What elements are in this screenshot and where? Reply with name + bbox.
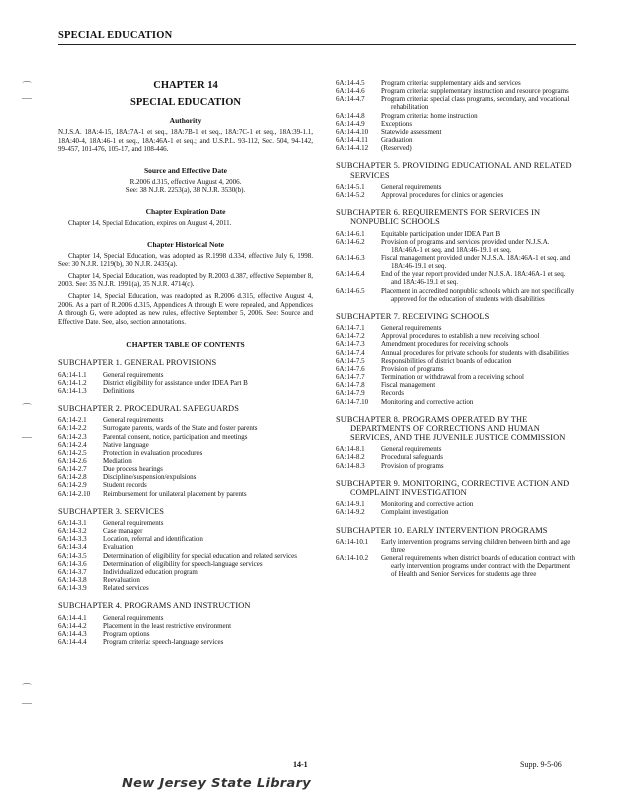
section-title: Individualized education program	[103, 567, 198, 576]
toc-entry	[58, 622, 313, 630]
library-stamp: New Jersey State Library	[122, 776, 312, 791]
section-title: Annual procedures for private schools for students with disabilities	[381, 348, 569, 357]
toc-entry	[336, 500, 576, 508]
section-title: Monitoring and corrective action	[381, 500, 474, 509]
section-number: 6A:14-3.1	[58, 518, 87, 527]
section-title: Mediation	[103, 456, 132, 465]
margin-mark: —	[22, 93, 32, 104]
table-of-contents-left	[58, 358, 313, 646]
section-title: Evaluation	[103, 543, 134, 552]
history-note: Chapter 14, Special Education, was readopted as R.2006 d.315, effective August 4, 2006. As a part of R.2006 d.315, Appendices A through E were repealed, and Appendices A through G, were adopted as new rules, effective September 5, 2006. See: Source and Effective Date. See, also, section annotations.	[58, 291, 313, 326]
section-number: 6A:14-6.4	[336, 270, 365, 279]
section-number: 6A:14-7.5	[336, 356, 365, 365]
toc-entry	[58, 457, 313, 465]
margin-mark: ⌒	[22, 82, 32, 93]
toc-entry	[58, 630, 313, 638]
toc-entry	[58, 441, 313, 449]
toc-entry	[336, 230, 576, 238]
toc-entry	[336, 128, 576, 136]
section-title: Program criteria: supplementary instruction and resource programs	[381, 87, 569, 96]
section-number: 6A:14-3.2	[58, 527, 87, 536]
section-number: 6A:14-3.5	[58, 551, 87, 560]
toc-entry	[336, 365, 576, 373]
subchapter-heading: SUBCHAPTER 4. PROGRAMS AND INSTRUCTION	[58, 601, 251, 611]
section-number: 6A:14-1.2	[58, 378, 87, 387]
section-title: General requirements	[103, 613, 164, 622]
section-number: 6A:14-5.2	[336, 190, 365, 199]
section-number: 6A:14-7.1	[336, 324, 365, 333]
section-title: General requirements	[381, 324, 442, 333]
section-title: Fiscal management provided under N.J.S.A. 18A:46A-1 et seq. and 18A:46-19.1 et seq.	[381, 254, 571, 271]
toc-entry	[336, 270, 576, 286]
section-title: Program criteria: home instruction	[381, 111, 478, 120]
toc-entry	[336, 508, 576, 516]
section-number: 6A:14-4.12	[336, 144, 369, 153]
toc-entry	[58, 424, 313, 432]
section-title: District eligibility for assistance under IDEA Part B	[103, 378, 248, 387]
toc-entry	[336, 332, 576, 340]
toc-entry	[336, 112, 576, 120]
section-title: Protection in evaluation procedures	[103, 448, 203, 457]
section-number: 6A:14-4.2	[58, 621, 87, 630]
margin-mark: —	[22, 698, 32, 709]
section-number: 6A:14-5.1	[336, 182, 365, 191]
section-number: 6A:14-8.3	[336, 461, 365, 470]
toc-entry	[336, 191, 576, 199]
section-number: 6A:14-4.3	[58, 629, 87, 638]
section-title: Provision of programs	[381, 364, 444, 373]
toc-entry	[336, 183, 576, 191]
section-title: Surrogate parents, wards of the State and foster parents	[103, 424, 258, 433]
toc-entry	[336, 462, 576, 470]
section-number: 6A:14-10.1	[336, 537, 369, 546]
section-title: General requirements	[103, 518, 164, 527]
toc-entry	[336, 87, 576, 95]
section-number: 6A:14-2.5	[58, 448, 87, 457]
toc-entry	[58, 576, 313, 584]
toc-continued-items	[336, 79, 576, 152]
toc-entry	[58, 371, 313, 379]
page-number: 14-1	[293, 760, 308, 769]
section-title: Program options	[103, 629, 150, 638]
toc-entry	[336, 349, 576, 357]
section-title: General requirements when district boards of education contract with early intervention programs under contract with the Department of Health and Senior Services for students age three	[381, 554, 575, 579]
toc-entry	[336, 144, 576, 152]
section-number: 6A:14-3.7	[58, 567, 87, 576]
section-number: 6A:14-4.11	[336, 136, 368, 145]
section-number: 6A:14-7.7	[336, 373, 365, 382]
toc-entry	[58, 552, 313, 560]
toc-entry	[336, 254, 576, 270]
section-title: Reimbursement for unilateral placement by parents	[103, 489, 247, 498]
toc-entry	[336, 120, 576, 128]
subchapter-heading: SUBCHAPTER 1. GENERAL PROVISIONS	[58, 358, 217, 368]
section-title: Related services	[103, 584, 149, 593]
chapter-number: CHAPTER 14	[153, 80, 218, 91]
toc-entry	[58, 387, 313, 395]
section-number: 6A:14-1.3	[58, 386, 87, 395]
section-number: 6A:14-3.6	[58, 559, 87, 568]
source-text: R.2006 d.315, effective August 4, 2006. See: 38 N.J.R. 2253(a), 38 N.J.R. 3530(b).	[125, 177, 246, 195]
section-title: Provision of programs	[381, 461, 444, 470]
toc-entry	[336, 357, 576, 365]
section-number: 6A:14-3.9	[58, 584, 87, 593]
section-title: Approval procedures for clinics or agencies	[381, 190, 504, 199]
subchapter-heading: SUBCHAPTER 9. MONITORING, CORRECTIVE ACTION AND COMPLAINT INVESTIGATION	[336, 478, 570, 497]
section-title: Discipline/suspension/expulsions	[103, 473, 197, 482]
section-number: 6A:14-2.3	[58, 432, 87, 441]
section-title: Placement in accredited nonpublic schools which are not specifically approved for the education of students with disabilities	[381, 286, 575, 303]
toc-entry	[58, 481, 313, 489]
section-number: 6A:14-2.7	[58, 465, 87, 474]
chapter-title: SPECIAL EDUCATION	[130, 97, 241, 108]
section-title: Records	[381, 389, 404, 398]
toc-entry	[58, 379, 313, 387]
toc-entry	[58, 416, 313, 424]
section-number: 6A:14-4.10	[336, 127, 369, 136]
section-number: 6A:14-10.2	[336, 554, 369, 563]
toc-entry	[336, 340, 576, 348]
section-title: Early intervention programs serving children between birth and age three	[381, 537, 571, 554]
toc-entry	[58, 584, 313, 592]
subchapter-heading: SUBCHAPTER 5. PROVIDING EDUCATIONAL AND RELATED SERVICES	[336, 161, 572, 180]
toc-entry	[58, 568, 313, 576]
section-number: 6A:14-4.5	[336, 79, 365, 87]
margin-mark: ⌒	[22, 404, 32, 415]
history-note: Chapter 14, Special Education, was readopted by R.2003 d.387, effective September 8, 2003. See: 35 N.J.R. 1991(a), 35 N.J.R. 4714(c).	[58, 271, 313, 289]
section-number: 6A:14-7.4	[336, 348, 365, 357]
section-title: Location, referral and identification	[103, 535, 203, 544]
section-title: Program criteria: special class programs, secondary, and vocational rehabilitation	[381, 95, 570, 112]
toc-entry	[336, 381, 576, 389]
toc-entry	[58, 473, 313, 481]
section-number: 6A:14-2.4	[58, 440, 87, 449]
section-title: Monitoring and corrective action	[381, 397, 474, 406]
toc-entry	[336, 398, 576, 406]
toc-entry	[336, 79, 576, 87]
subchapter-heading: SUBCHAPTER 8. PROGRAMS OPERATED BY THE DEPARTMENTS OF CORRECTIONS AND HUMAN SERVICES, AND THE JUVENILE JUSTICE COMMISSION	[336, 414, 566, 443]
source-heading: Source and Effective Date	[144, 165, 227, 175]
section-number: 6A:14-6.5	[336, 286, 365, 295]
section-title: Exceptions	[381, 119, 413, 128]
section-number: 6A:14-2.1	[58, 416, 87, 425]
authority-text: N.J.S.A. 18A:4-15, 18A:7A-1 et seq., 18A:7B-1 et seq., 18A:7C-1 et seq., 18A:39-1.1, 18A:40-4, 18A:46-1 et seq., 18A:46A-1 et seq.; and U.S.P.L. 93-112, Sec. 504, 94-142, 99-457, 101-476, 105-17, and 108-446.	[58, 128, 313, 154]
section-number: 6A:14-9.2	[336, 508, 365, 517]
toc-entry	[336, 324, 576, 332]
section-title: Procedural safeguards	[381, 453, 444, 462]
section-title: Parental consent, notice, participation and meetings	[103, 432, 248, 441]
section-number: 6A:14-3.4	[58, 543, 87, 552]
section-title: General requirements	[103, 416, 164, 425]
section-number: 6A:14-3.3	[58, 535, 87, 544]
left-column	[58, 80, 313, 646]
toc-entry	[336, 538, 576, 554]
section-number: 6A:14-7.3	[336, 340, 365, 349]
history-note: Chapter 14, Special Education, was adopted as R.1998 d.334, effective July 6, 1998. See: 30 N.J.R. 1219(b), 30 N.J.R. 2435(a).	[58, 251, 313, 269]
supplement-date: Supp. 9-5-06	[520, 760, 562, 769]
section-title: Determination of eligibility for special education and related services	[103, 551, 297, 560]
section-title: Reevaluation	[103, 576, 140, 585]
subchapter-heading: SUBCHAPTER 3. SERVICES	[58, 506, 165, 516]
section-number: 6A:14-8.2	[336, 453, 365, 462]
section-title: (Reserved)	[381, 144, 412, 153]
section-number: 6A:14-6.2	[336, 237, 365, 246]
section-title: Responsibilities of district boards of education	[381, 356, 512, 365]
section-number: 6A:14-2.2	[58, 424, 87, 433]
toc-entry	[58, 638, 313, 646]
toc-entry	[58, 449, 313, 457]
toc-entry	[336, 238, 576, 254]
authority-heading: Authority	[169, 116, 202, 125]
section-number: 6A:14-8.1	[336, 445, 365, 454]
expiration-text: Chapter 14, Special Education, expires on August 4, 2011.	[68, 218, 232, 227]
section-number: 6A:14-4.7	[336, 95, 365, 104]
section-title: Equitable participation under IDEA Part B	[381, 229, 501, 238]
toc-entry	[58, 433, 313, 441]
section-title: Statewide assessment	[381, 127, 442, 136]
toc-entry	[58, 465, 313, 473]
toc-entry	[336, 287, 576, 303]
section-number: 6A:14-9.1	[336, 500, 365, 509]
section-number: 6A:14-1.1	[58, 370, 87, 379]
running-head: SPECIAL EDUCATION	[58, 30, 173, 41]
toc-entry	[336, 136, 576, 144]
section-title: Determination of eligibility for speech-language services	[103, 559, 263, 568]
toc-entry	[58, 614, 313, 622]
section-number: 6A:14-2.10	[58, 489, 91, 498]
right-column	[336, 79, 576, 578]
history-heading: Chapter Historical Note	[147, 239, 224, 249]
section-title: Native language	[103, 440, 149, 449]
section-title: Program criteria: speech-language services	[103, 638, 224, 647]
section-title: Graduation	[381, 136, 413, 145]
section-title: Program criteria: supplementary aids and services	[381, 79, 521, 87]
section-number: 6A:14-7.10	[336, 397, 369, 406]
toc-entry	[336, 373, 576, 381]
toc-entry	[336, 554, 576, 578]
toc-entry	[58, 560, 313, 568]
section-title: Approval procedures to establish a new receiving school	[381, 332, 540, 341]
section-title: Definitions	[103, 386, 135, 395]
section-title: Placement in the least restrictive environment	[103, 621, 232, 630]
section-number: 6A:14-2.9	[58, 481, 87, 490]
section-number: 6A:14-7.2	[336, 332, 365, 341]
section-number: 6A:14-2.8	[58, 473, 87, 482]
toc-entry	[58, 535, 313, 543]
toc-heading: CHAPTER TABLE OF CONTENTS	[126, 340, 245, 350]
toc-entry	[336, 453, 576, 461]
subchapter-heading: SUBCHAPTER 6. REQUIREMENTS FOR SERVICES IN NONPUBLIC SCHOOLS	[336, 208, 541, 227]
section-number: 6A:14-7.6	[336, 364, 365, 373]
section-number: 6A:14-4.9	[336, 119, 365, 128]
toc-entry	[336, 95, 576, 111]
section-number: 6A:14-4.1	[58, 613, 87, 622]
section-title: Termination or withdrawal from a receiving school	[381, 373, 524, 382]
toc-entry	[58, 543, 313, 551]
section-title: End of the year report provided under N.J.S.A. 18A:46A-1 et seq. and 18A:46-19.1 et seq.	[381, 270, 566, 287]
section-title: Provision of programs and services provided under N.J.S.A. 18A:46A-1 et seq. and 18A:46-19.1 et seq.	[381, 237, 550, 254]
toc-entry	[58, 527, 313, 535]
header-rule	[58, 44, 576, 45]
section-number: 6A:14-7.8	[336, 381, 365, 390]
section-title: Case manager	[103, 527, 143, 536]
section-number: 6A:14-7.9	[336, 389, 365, 398]
section-title: General requirements	[381, 182, 442, 191]
section-number: 6A:14-6.3	[336, 254, 365, 262]
subchapter-heading: SUBCHAPTER 10. EARLY INTERVENTION PROGRAMS	[336, 525, 548, 535]
toc-entry	[336, 445, 576, 453]
margin-mark: —	[22, 432, 32, 443]
subchapter-heading: SUBCHAPTER 2. PROCEDURAL SAFEGUARDS	[58, 403, 239, 413]
toc-entry	[336, 389, 576, 397]
section-title: General requirements	[103, 370, 164, 379]
section-title: Amendment procedures for receiving schools	[381, 340, 509, 349]
subchapter-heading: SUBCHAPTER 7. RECEIVING SCHOOLS	[336, 311, 490, 321]
section-number: 6A:14-2.6	[58, 456, 87, 465]
section-title: General requirements	[381, 445, 442, 454]
toc-entry	[58, 519, 313, 527]
margin-mark: ⌒	[22, 684, 32, 695]
section-number: 6A:14-6.1	[336, 229, 365, 238]
section-title: Due process hearings	[103, 465, 163, 474]
table-of-contents-right	[336, 161, 576, 578]
section-number: 6A:14-4.6	[336, 87, 365, 96]
toc-entry	[58, 490, 313, 498]
section-title: Fiscal management	[381, 381, 436, 390]
expiration-heading: Chapter Expiration Date	[145, 206, 226, 216]
section-title: Complaint investigation	[381, 508, 449, 517]
section-number: 6A:14-4.4	[58, 638, 87, 647]
section-number: 6A:14-3.8	[58, 576, 87, 585]
section-title: Student records	[103, 481, 147, 490]
section-number: 6A:14-4.8	[336, 111, 365, 120]
